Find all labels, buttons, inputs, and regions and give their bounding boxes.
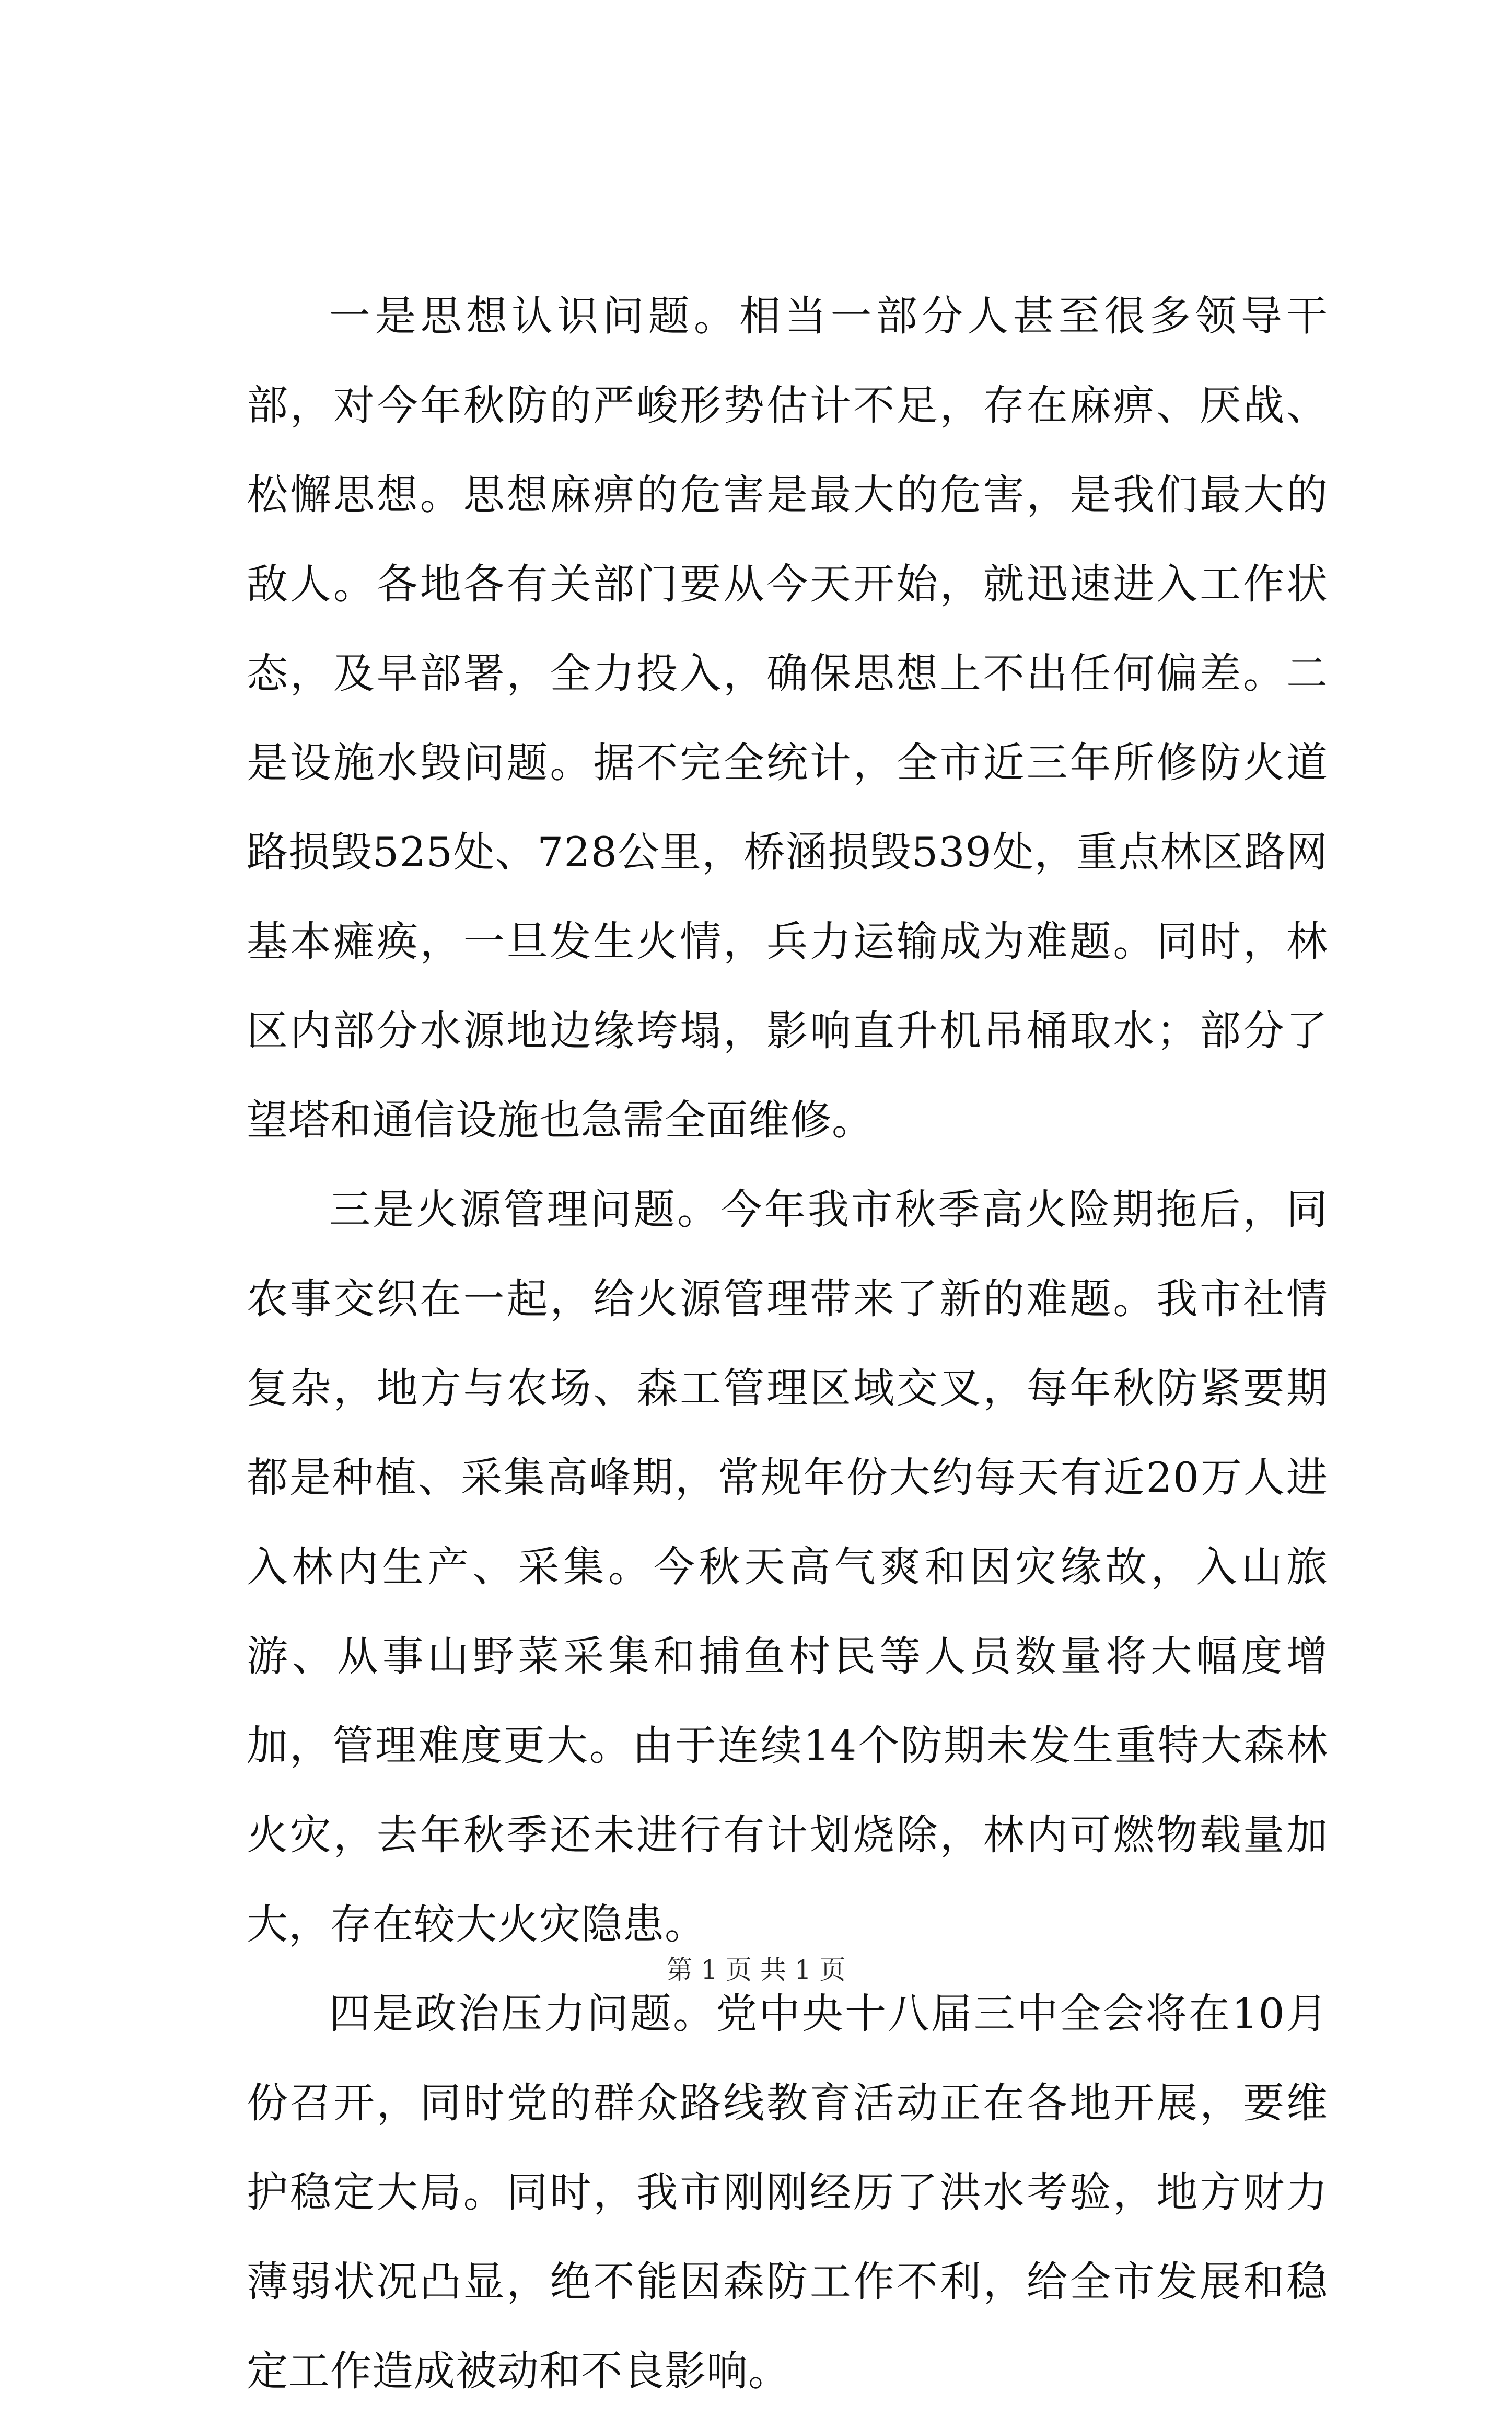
- paragraph-3: 四是政治压力问题。党中央十八届三中全会将在10月份召开，同时党的群众路线教育活动正在各地开展，要维护稳定大局。同时，我市刚刚经历了洪水考验，地方财力薄弱状况凸显，绝不能因森防工作不利，给全市发展和稳定工作造成被动和不良影响。: [247, 1990, 1328, 2395]
- paragraph-2: 三是火源管理问题。今年我市秋季高火险期拖后，同农事交织在一起，给火源管理带来了新的难题。我市社情复杂，地方与农场、森工管理区域交叉，每年秋防紧要期都是种植、采集高峰期，常规年份大约每天有近20万人进入林内生产、采集。今秋天高气爽和因灾缘故，入山旅游、从事山野菜采集和捕鱼村民等人员数量将大幅度增加，管理难度更大。由于连续14个防期未发生重特大森林火灾，去年秋季还未进行有计划烧除，林内可燃物载量加大，存在较大火灾隐患。: [247, 1186, 1328, 1948]
- document-body: [247, 272, 1328, 2416]
- page-footer: 第 1 页 共 1 页: [666, 1955, 846, 1985]
- paragraph-1: 一是思想认识问题。相当一部分人甚至很多领导干部，对今年秋防的严峻形势估计不足，存在麻痹、厌战、松懈思想。思想麻痹的危害是最大的危害，是我们最大的敌人。各地各有关部门要从今天开始，就迅速进入工作状态，及早部署，全力投入，确保思想上不出任何偏差。二是设施水毁问题。据不完全统计，全市近三年所修防火道路损毁525处、728公里，桥涵损毁539处，重点林区路网基本瘫痪，一旦发生火情，兵力运输成为难题。同时，林区内部分水源地边缘垮塌，影响直升机吊桶取水；部分了望塔和通信设施也急需全面维修。: [247, 292, 1328, 1144]
